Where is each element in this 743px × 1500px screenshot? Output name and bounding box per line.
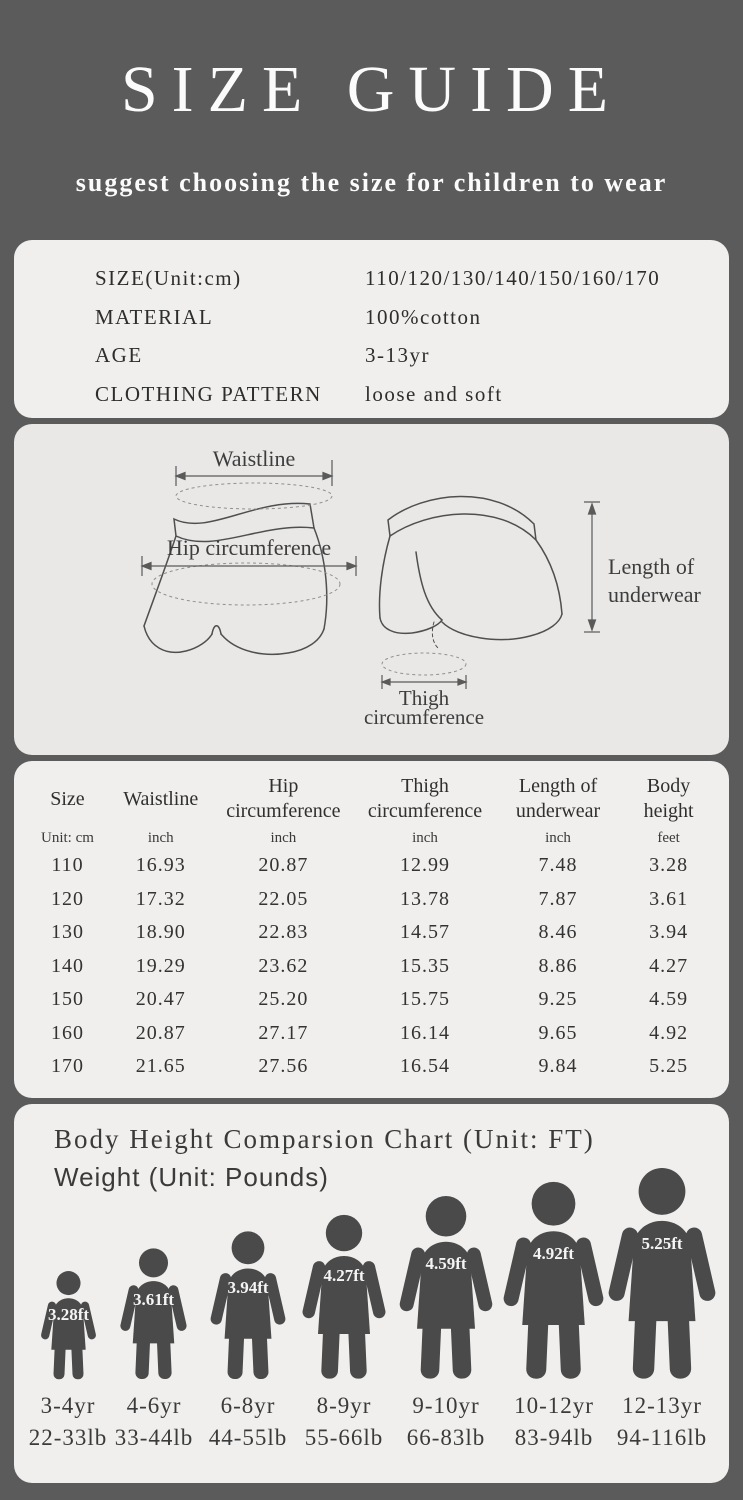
table-cell: 9.84: [538, 1055, 578, 1078]
table-cell: 4.59: [649, 988, 689, 1011]
unit-cell: Unit: cm: [40, 829, 94, 846]
page-subtitle: suggest choosing the size for children to wear: [75, 168, 668, 197]
underwear-back-diagram: [379, 496, 562, 648]
child-figure: [112, 1247, 195, 1380]
table-row: [26, 883, 717, 917]
column-header: Thigh circumference: [367, 775, 483, 822]
chart-title-line2: Weight (Unit: Pounds): [54, 1162, 329, 1192]
child-figure: [292, 1213, 396, 1380]
table-cell: 22.05: [258, 887, 309, 910]
height-badge: 4.27ft: [323, 1266, 365, 1286]
length-arrow: [584, 502, 600, 632]
child-figure: [595, 1166, 729, 1380]
table-cell: 9.65: [538, 1021, 578, 1044]
person-icon: [595, 1166, 729, 1380]
table-cell: 7.87: [538, 887, 578, 910]
unit-cell: inch: [270, 829, 297, 846]
weight-label: 66-83lb: [406, 1425, 486, 1450]
height-badge: 5.25ft: [641, 1234, 683, 1254]
product-info-list: [14, 240, 729, 418]
height-badge: 3.28ft: [47, 1305, 90, 1325]
table-header-row: [26, 771, 717, 827]
table-cell: 16.93: [135, 854, 186, 877]
weight-label: 44-55lb: [208, 1425, 288, 1450]
table-cell: 19.29: [135, 954, 186, 977]
thigh-label-line2: circumference: [363, 705, 485, 729]
table-cell: 27.56: [258, 1055, 309, 1078]
table-cell: 3.28: [649, 854, 689, 877]
table-cell: 12.99: [400, 854, 450, 877]
age-label: 6-8yr: [220, 1393, 276, 1418]
table-cell: 18.90: [135, 921, 186, 944]
table-cell: 25.20: [258, 988, 309, 1011]
underwear-measurement-diagram: [14, 424, 729, 755]
table-row: [26, 849, 717, 883]
height-badge: 4.92ft: [532, 1244, 575, 1263]
table-cell: 23.62: [258, 954, 309, 977]
info-value: 3-13yr: [365, 343, 430, 367]
person-icon: [112, 1247, 195, 1380]
table-row: [26, 1050, 717, 1084]
waistline-label: Waistline: [212, 446, 296, 471]
thigh-ellipse: [382, 653, 466, 675]
table-cell: 13.78: [400, 887, 450, 910]
hip-ellipse: [152, 563, 340, 605]
table-cell: 14.57: [400, 921, 450, 944]
weight-label: 55-66lb: [304, 1425, 384, 1450]
length-of-underwear-label-line1: Length of: [608, 554, 695, 579]
column-header: Body height: [643, 775, 694, 822]
length-of-underwear-label-line2: underwear: [608, 582, 701, 607]
weight-label: 94-116lb: [616, 1425, 708, 1450]
weight-label: 83-94lb: [514, 1425, 594, 1450]
size-table-card: [14, 761, 729, 1098]
table-cell: 17.32: [135, 887, 186, 910]
age-label: 9-10yr: [412, 1393, 480, 1418]
table-cell: 20.87: [258, 854, 309, 877]
table-unit-row: [26, 827, 717, 849]
person-icon: [292, 1213, 396, 1380]
column-header: Length of underwear: [515, 775, 601, 822]
measurement-diagram-card: [14, 424, 729, 755]
info-row-size: [95, 266, 729, 305]
underwear-front-diagram: [144, 503, 327, 654]
table-cell: 20.47: [135, 988, 186, 1011]
table-cell: 170: [50, 1055, 84, 1078]
table-cell: 3.61: [649, 887, 689, 910]
table-cell: 20.87: [135, 1021, 186, 1044]
table-row: [26, 950, 717, 984]
table-cell: 150: [50, 988, 84, 1011]
person-icon: [388, 1194, 504, 1380]
table-cell: 140: [50, 954, 84, 977]
table-cell: 22.83: [258, 921, 309, 944]
height-badge: 3.61ft: [132, 1289, 175, 1309]
page-title: SIZE GUIDE: [120, 53, 623, 126]
table-cell: 27.17: [258, 1021, 309, 1044]
unit-cell: inch: [412, 829, 438, 846]
table-cell: 130: [50, 921, 84, 944]
age-label: 4-6yr: [126, 1393, 182, 1418]
weight-label: 22-33lb: [28, 1425, 108, 1450]
table-cell: 120: [50, 887, 84, 910]
column-header: Size: [50, 787, 85, 810]
table-cell: 16.54: [400, 1055, 450, 1078]
age-label: 8-9yr: [316, 1393, 372, 1418]
info-label: SIZE(Unit:cm): [95, 266, 242, 290]
info-row-age: [95, 343, 729, 382]
child-figure: [201, 1230, 295, 1380]
column-header: Waistline: [123, 787, 199, 810]
table-cell: 110: [51, 854, 84, 877]
age-weight-label: [597, 1390, 727, 1454]
child-figure: [388, 1194, 504, 1380]
child-figure: [34, 1270, 103, 1380]
table-cell: 8.46: [538, 921, 578, 944]
info-label: AGE: [95, 343, 143, 367]
info-value: 110/120/130/140/150/160/170: [365, 266, 661, 290]
unit-cell: inch: [545, 829, 571, 846]
info-row-material: [95, 305, 729, 344]
table-row: [26, 983, 717, 1017]
person-icon: [201, 1230, 295, 1380]
age-label: 3-4yr: [40, 1393, 96, 1418]
hip-circumference-label: Hip circumference: [166, 535, 332, 560]
table-cell: 8.86: [538, 954, 578, 977]
table-cell: 4.92: [649, 1021, 689, 1044]
info-value: 100%cotton: [365, 304, 482, 329]
height-chart-card: [14, 1104, 729, 1483]
age-label: 12-13yr: [622, 1393, 702, 1418]
table-cell: 4.27: [649, 954, 689, 977]
table-row: [26, 1017, 717, 1051]
table-cell: 15.75: [400, 988, 450, 1011]
unit-cell: feet: [657, 829, 680, 846]
table-cell: 7.48: [538, 854, 578, 877]
thigh-label-line1: Thigh: [398, 686, 450, 710]
table-row: [26, 916, 717, 950]
table-cell: 9.25: [538, 988, 578, 1011]
info-value: loose and soft: [365, 381, 503, 406]
info-label: MATERIAL: [95, 304, 214, 329]
height-badge: 4.59ft: [425, 1253, 467, 1273]
size-table: [26, 771, 717, 1084]
table-cell: 3.94: [649, 921, 689, 944]
info-row-pattern: [95, 382, 729, 419]
table-cell: 16.14: [400, 1021, 450, 1044]
unit-cell: inch: [147, 829, 174, 846]
info-label: CLOTHING PATTERN: [95, 381, 322, 406]
height-badge: 3.94ft: [227, 1278, 269, 1297]
table-cell: 160: [50, 1021, 84, 1044]
product-info-card: [14, 240, 729, 418]
waistline-ellipse: [176, 483, 332, 509]
chart-title-line1: Body Height Comparsion Chart (Unit: FT): [54, 1124, 595, 1154]
weight-label: 33-44lb: [114, 1425, 194, 1450]
table-cell: 15.35: [400, 954, 450, 977]
column-header: Hip circumference: [226, 775, 341, 822]
age-label: 10-12yr: [514, 1393, 594, 1418]
table-cell: 5.25: [649, 1055, 689, 1078]
table-cell: 21.65: [135, 1055, 186, 1078]
